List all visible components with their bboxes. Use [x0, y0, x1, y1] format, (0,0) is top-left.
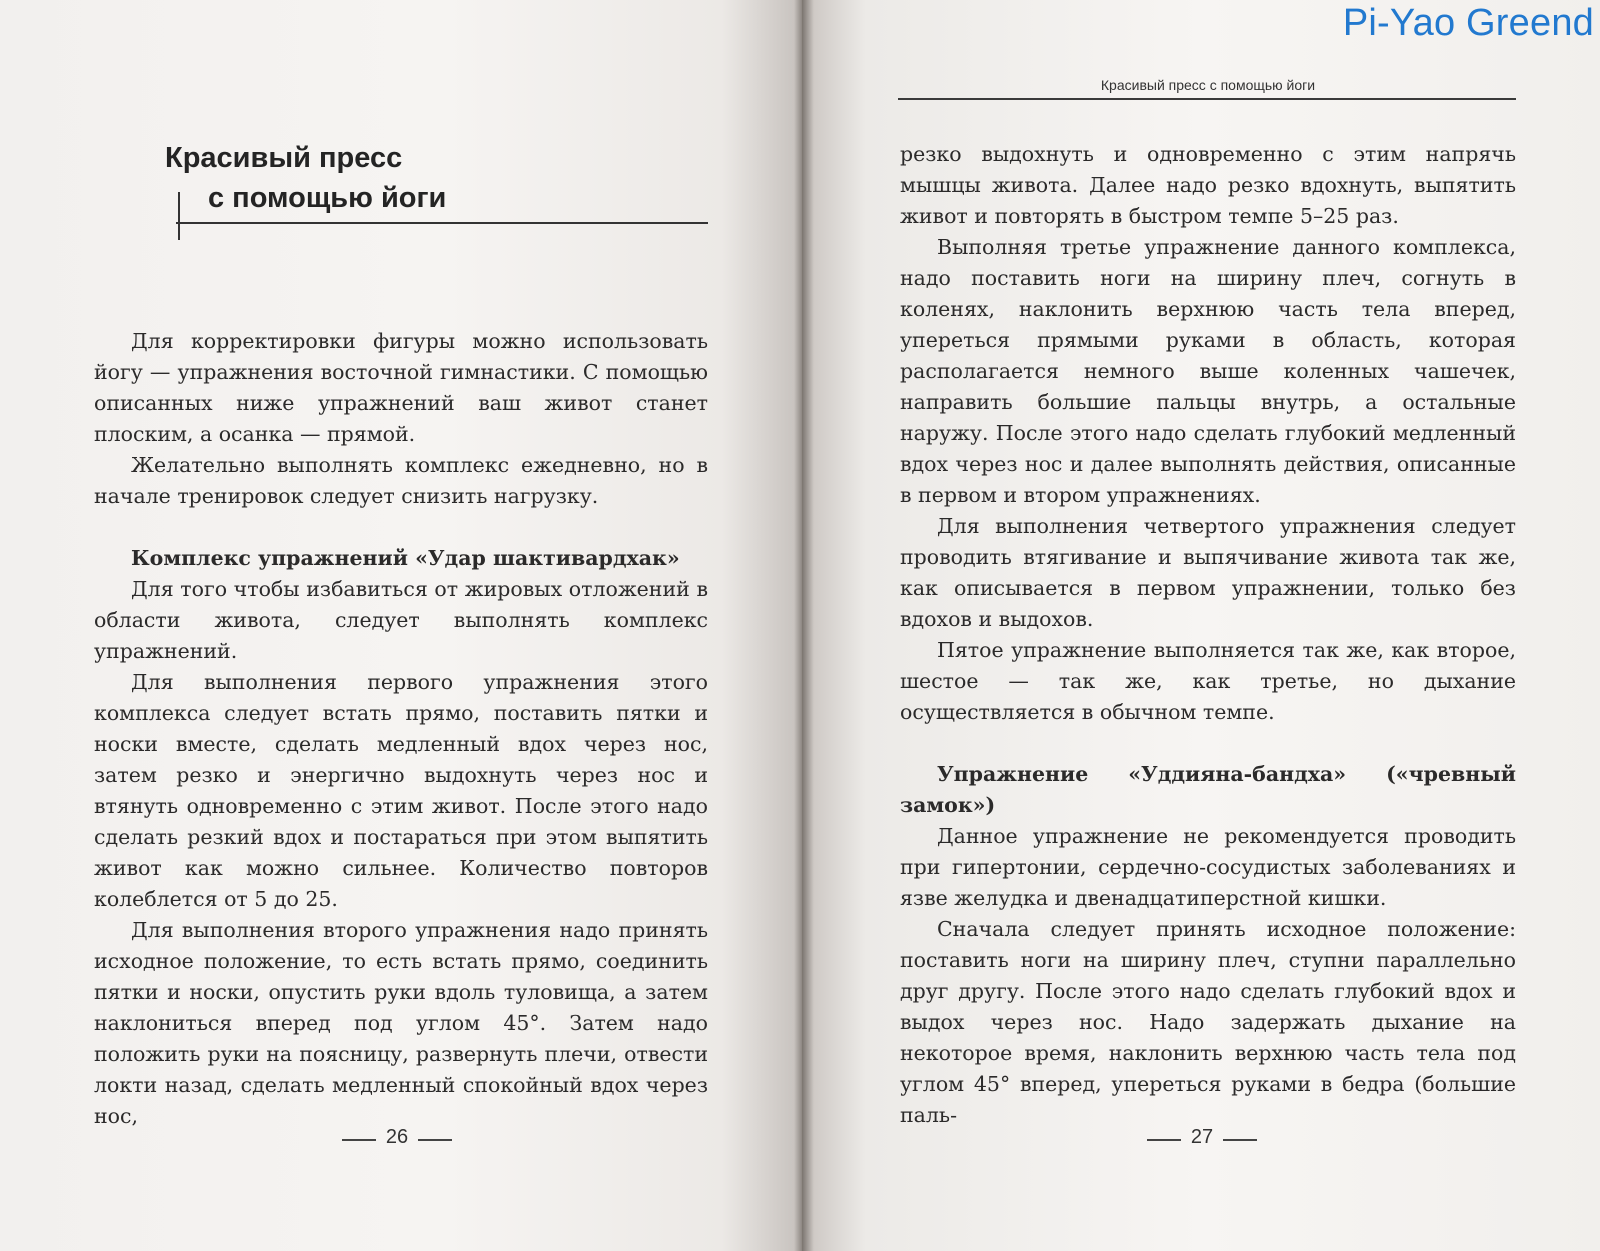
section-heading: Упражнение «Уддияна-бандха» («чревный замок»): [900, 762, 1516, 817]
left-body-text: [94, 326, 708, 1132]
section-paragraph-1: Данное упражнение не рекомендуется проводить при гипертонии, сердечно-сосудистых заболеваниях и язве желудка и двенадцатиперстной кишки.: [900, 824, 1516, 910]
title-rule-horizontal: [176, 222, 708, 224]
running-head-rule: [898, 98, 1516, 100]
paragraph-fourth-exercise: Для выполнения четвертого упражнения следует проводить втягивание и выпячивание живота так же, как описывается в первом упражнении, только без вдохов и выдохов.: [900, 514, 1516, 631]
section-paragraph-2: Сначала следует принять исходное положение: поставить ноги на ширину плеч, ступни параллельно друг другу. После этого надо сделать глубокий вдох и выдох через нос. Надо задержать дыхание на некоторое время, наклонить верхнюю часть тела под углом 45° вперед, упереться руками в бедра (большие паль-: [900, 917, 1516, 1127]
paragraph-fifth-sixth-exercise: Пятое упражнение выполняется так же, как второе, шестое — так же, как третье, но дыхание осуществляется в обычном темпе.: [900, 638, 1516, 724]
intro-paragraph-2: Желательно выполнять комплекс ежедневно, но в начале тренировок следует снизить нагрузку.: [94, 453, 708, 508]
title-rule-vertical: [178, 192, 180, 240]
section-heading: Комплекс упражнений «Удар шактивардхак»: [131, 546, 680, 570]
paragraph-third-exercise: Выполняя третье упражнение данного комплекса, надо поставить ноги на ширину плеч, согнуть в коленях, наклонить верхнюю часть тела вперед, упереться прямыми руками в область, которая располагается немного выше коленных чашечек, направить большие пальцы внутрь, а остальные наружу. После этого надо сделать глубокий медленный вдох через нос и далее выполнять действия, описанные в первом и втором упражнениях.: [900, 235, 1516, 507]
continued-paragraph: резко выдохнуть и одновременно с этим напрячь мышцы живота. Далее надо резко вдохнуть, выпятить живот и повторять в быстром темпе 5–25 раз.: [900, 142, 1516, 228]
chapter-title-line-1: Красивый пресс: [165, 142, 403, 174]
page-number: 27: [1147, 1126, 1257, 1149]
intro-paragraph-1: Для корректировки фигуры можно использовать йогу — упражнения восточной гимнастики. С помощью описанных ниже упражнений ваш живот станет плоским, а осанка — прямой.: [94, 329, 708, 446]
chapter-title-line-2: с помощью йоги: [208, 182, 447, 214]
running-head: Красивый пресс с помощью йоги: [1100, 77, 1316, 93]
watermark: Pi-Yao Greend: [1342, 2, 1594, 44]
right-body-text: [900, 139, 1516, 1131]
chapter-title: [165, 138, 446, 218]
section-paragraph-1: Для того чтобы избавиться от жировых отложений в области живота, следует выполнять комплекс упражнений.: [94, 577, 708, 663]
page-number: 26: [342, 1126, 452, 1149]
section-paragraph-2: Для выполнения первого упражнения этого комплекса следует встать прямо, поставить пятки и носки вместе, сделать медленный вдох через нос, затем резко и энергично выдохнуть через нос и втянуть одновременно с этим живот. После этого надо сделать резкий вдох и постараться при этом выпятить живот как можно сильнее. Количество повторов колеблется от 5 до 25.: [94, 670, 708, 911]
section-paragraph-3: Для выполнения второго упражнения надо принять исходное положение, то есть встать прямо, соединить пятки и носки, опустить руки вдоль туловища, а затем наклониться вперед под углом 45°. Затем надо положить руки на поясницу, развернуть плечи, отвести локти назад, сделать медленный спокойный вдох через нос,: [94, 918, 708, 1128]
